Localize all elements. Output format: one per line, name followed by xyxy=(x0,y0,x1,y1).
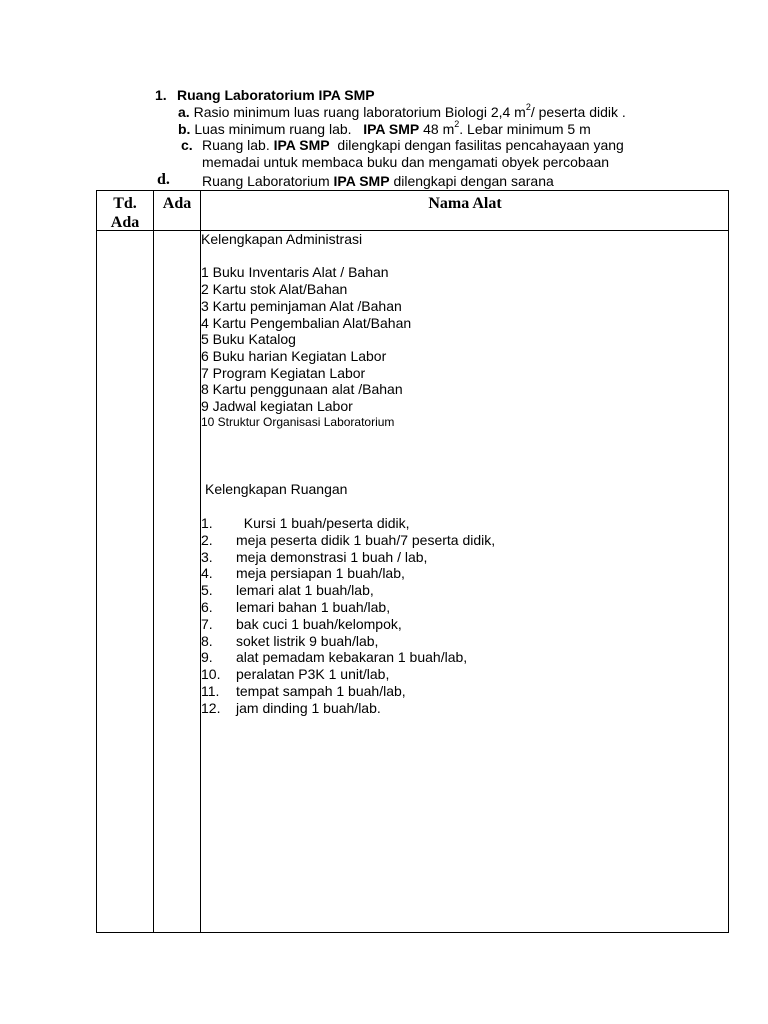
item-b-marker: b. xyxy=(178,121,191,137)
ruangan-list-item xyxy=(201,515,701,532)
item-c-line2: memadai untuk membaca buku dan mengamati obyek percobaan xyxy=(202,154,610,170)
header-td-line1: Td. xyxy=(113,195,137,212)
ruangan-item-number: 5. xyxy=(201,582,213,599)
ruangan-list-item xyxy=(201,666,701,683)
item-b-sup: 2 xyxy=(454,119,460,130)
ruangan-item-number: 6. xyxy=(201,599,213,615)
ruangan-list-item xyxy=(201,683,701,700)
ruangan-item-text: meja peserta didik 1 buah/7 peserta didik, xyxy=(236,531,496,548)
header-td-line2: Ada xyxy=(110,214,140,231)
ruangan-item-number: 11. xyxy=(201,683,220,699)
section-number: 1. xyxy=(155,87,167,103)
item-a-text-after: / peserta didik . xyxy=(530,104,626,120)
header-nama-alat: Nama Alat xyxy=(428,195,502,212)
ruangan-list-item xyxy=(201,649,701,666)
ruangan-item-number: 3. xyxy=(201,548,213,565)
ruangan-item-number: 2. xyxy=(201,531,213,548)
ruangan-list-item xyxy=(201,532,701,549)
header-divider xyxy=(97,230,728,231)
item-c-marker: c. xyxy=(181,137,193,153)
admin-list-item: 3 Kartu peminjaman Alat /Bahan xyxy=(201,298,402,314)
ruangan-item-number: 12. xyxy=(201,699,221,716)
ruangan-list-item xyxy=(201,582,701,599)
item-b-text-after: . Lebar minimum 5 m xyxy=(459,121,591,137)
item-c xyxy=(202,137,624,153)
item-b-text-mid: 48 m xyxy=(423,121,455,137)
admin-list-item: 2 Kartu stok Alat/Bahan xyxy=(201,281,348,297)
ruangan-item-number: 10. xyxy=(201,666,221,683)
header-td-ada xyxy=(97,194,153,232)
ruangan-item-text: peralatan P3K 1 unit/lab, xyxy=(236,666,390,683)
admin-list-item: 10 Struktur Organisasi Laboratorium xyxy=(201,415,395,429)
admin-list-item: 6 Buku harian Kegiatan Labor xyxy=(201,348,387,364)
admin-list-item: 9 Jadwal kegiatan Labor xyxy=(201,398,353,414)
item-b-bold: IPA SMP xyxy=(363,121,420,137)
ruangan-list-item xyxy=(201,549,701,566)
ruangan-item-text: lemari bahan 1 buah/lab, xyxy=(236,599,391,615)
item-d-bold: IPA SMP xyxy=(333,173,390,189)
ruangan-item-number: 9. xyxy=(201,649,213,666)
item-d-text-after: dilengkapi dengan sarana xyxy=(393,173,554,189)
item-b xyxy=(178,121,591,137)
item-d-text-before: Ruang Laboratorium xyxy=(202,173,330,189)
item-b-text-before: Luas minimum ruang lab. xyxy=(194,121,352,137)
ruangan-item-number: 4. xyxy=(201,565,213,582)
ruangan-list-item xyxy=(201,565,701,582)
item-a-text: Rasio minimum luas ruang laboratorium Biologi 2,4 m xyxy=(193,104,526,120)
ruangan-list-item xyxy=(201,599,701,616)
item-c-text-before: Ruang lab. xyxy=(202,137,270,153)
admin-list-item: 8 Kartu penggunaan alat /Bahan xyxy=(201,381,403,397)
ruangan-item-text: jam dinding 1 buah/lab. xyxy=(236,699,381,716)
item-a-marker: a. xyxy=(178,104,190,120)
ruangan-item-text: soket listrik 9 buah/lab, xyxy=(236,632,379,649)
ruangan-item-number: 1. xyxy=(201,515,213,531)
admin-list-item: 1 Buku Inventaris Alat / Bahan xyxy=(201,264,389,280)
ruangan-list-item xyxy=(201,633,701,650)
ruangan-list-item xyxy=(201,700,701,717)
ruangan-item-number: 7. xyxy=(201,615,213,632)
item-a-sup: 2 xyxy=(525,102,531,113)
item-d-marker: d. xyxy=(157,171,170,188)
ruangan-section-title: Kelengkapan Ruangan xyxy=(205,481,348,497)
section-title: Ruang Laboratorium IPA SMP xyxy=(177,87,375,103)
admin-list-item: 4 Kartu Pengembalian Alat/Bahan xyxy=(201,315,412,331)
ruangan-item-text: meja demonstrasi 1 buah / lab, xyxy=(236,548,428,565)
ruangan-item-text: tempat sampah 1 buah/lab, xyxy=(236,683,406,699)
admin-list-item: 7 Program Kegiatan Labor xyxy=(201,365,366,381)
column-divider-1 xyxy=(153,191,154,932)
item-c-text-after: dilengkapi dengan fasilitas pencahayaan yang xyxy=(337,137,624,153)
ruangan-item-text: lemari alat 1 buah/lab, xyxy=(236,582,374,599)
admin-list-item: 5 Buku Katalog xyxy=(201,331,296,347)
ruangan-item-text: bak cuci 1 buah/kelompok, xyxy=(236,615,402,632)
ruangan-item-text: meja persiapan 1 buah/lab, xyxy=(236,565,405,582)
ruangan-list-item xyxy=(201,616,701,633)
ruangan-item-number: 8. xyxy=(201,632,213,649)
ruangan-item-text: alat pemadam kebakaran 1 buah/lab, xyxy=(236,649,468,666)
item-d xyxy=(202,173,554,189)
admin-section-title: Kelengkapan Administrasi xyxy=(201,231,363,247)
header-ada: Ada xyxy=(162,195,192,212)
ruangan-item-text: Kursi 1 buah/peserta didik, xyxy=(236,515,410,531)
item-a xyxy=(178,104,626,120)
item-c-bold: IPA SMP xyxy=(273,137,330,153)
